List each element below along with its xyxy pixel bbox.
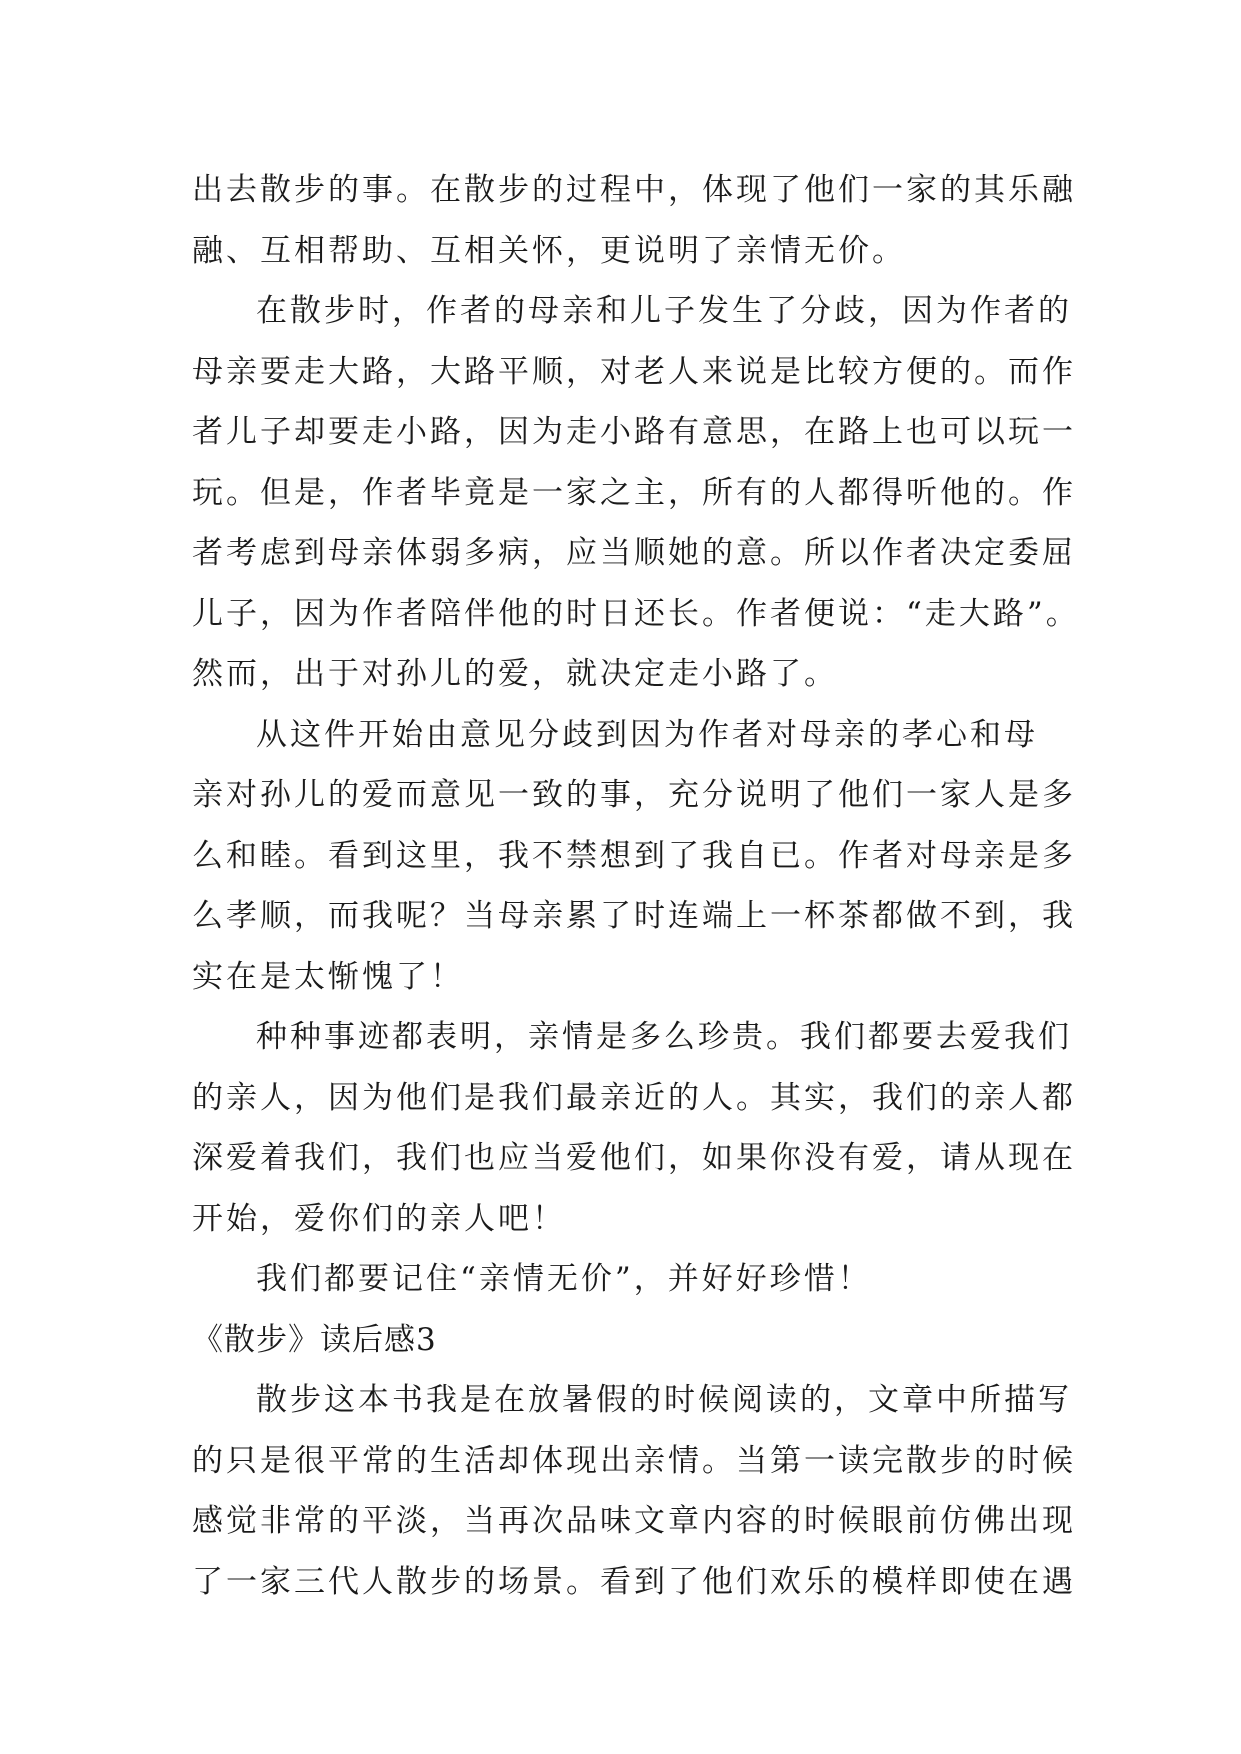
text-line: 散步这本书我是在放暑假的时候阅读的，文章中所描写 (256, 1382, 1072, 1418)
text-line: 玩。但是，作者毕竟是一家之主，所有的人都得听他的。作 (192, 474, 1076, 511)
text-line: 开始，爱你们的亲人吧！ (192, 1200, 566, 1237)
text-line: 出去散步的事。在散步的过程中，体现了他们一家的其乐融 (192, 172, 1076, 208)
text-line: 么和睦。看到这里，我不禁想到了我自已。作者对母亲是多 (192, 837, 1076, 874)
text-line: 在散步时，作者的母亲和儿子发生了分歧，因为作者的 (256, 293, 1072, 329)
text-line: 了一家三代人散步的场景。看到了他们欢乐的模样即使在遇 (192, 1563, 1076, 1600)
paragraph-2 (192, 281, 1080, 705)
paragraph-3 (192, 705, 1076, 1008)
text-line: 么孝顺，而我呢？当母亲累了时连端上一杯茶都做不到，我 (192, 898, 1076, 934)
text-line: 亲对孙儿的爱而意见一致的事，充分说明了他们一家人是多 (192, 777, 1076, 813)
text-line: 感觉非常的平淡，当再次品味文章内容的时候眼前仿佛出现 (192, 1503, 1076, 1539)
section-heading: 《散步》读后感3 (192, 1321, 437, 1358)
text-line: 种种事迹都表明，亲情是多么珍贵。我们都要去爱我们 (256, 1019, 1072, 1055)
text-line: 从这件开始由意见分歧到因为作者对母亲的孝心和母 (256, 716, 1038, 753)
text-line: 母亲要走大路，大路平顺，对老人来说是比较方便的。而作 (192, 353, 1076, 390)
text-line: 实在是太惭愧了！ (192, 958, 464, 995)
text-line: 然而，出于对孙儿的爱，就决定走小路了。 (192, 656, 838, 692)
document-body (192, 160, 1080, 1612)
text-line: 者考虑到母亲体弱多病，应当顺她的意。所以作者决定委屈 (192, 535, 1076, 571)
text-line: 儿子，因为作者陪伴他的时日还长。作者便说：“走大路”。 (192, 595, 1080, 632)
paragraph-1 (192, 160, 1076, 281)
text-line: 者儿子却要走小路，因为走小路有意思，在路上也可以玩一 (192, 414, 1076, 450)
paragraph-6 (192, 1370, 1076, 1612)
text-line: 深爱着我们，我们也应当爱他们，如果你没有爱，请从现在 (192, 1140, 1076, 1176)
text-line: 的只是很平常的生活却体现出亲情。当第一读完散步的时候 (192, 1442, 1076, 1479)
paragraph-5 (192, 1249, 1062, 1310)
text-line: 的亲人，因为他们是我们最亲近的人。其实，我们的亲人都 (192, 1079, 1076, 1116)
text-line: 我们都要记住“亲情无价”，并好好珍惜！ (256, 1261, 872, 1297)
text-line: 融、互相帮助、互相关怀，更说明了亲情无价。 (192, 232, 906, 269)
paragraph-4 (192, 1007, 1076, 1249)
